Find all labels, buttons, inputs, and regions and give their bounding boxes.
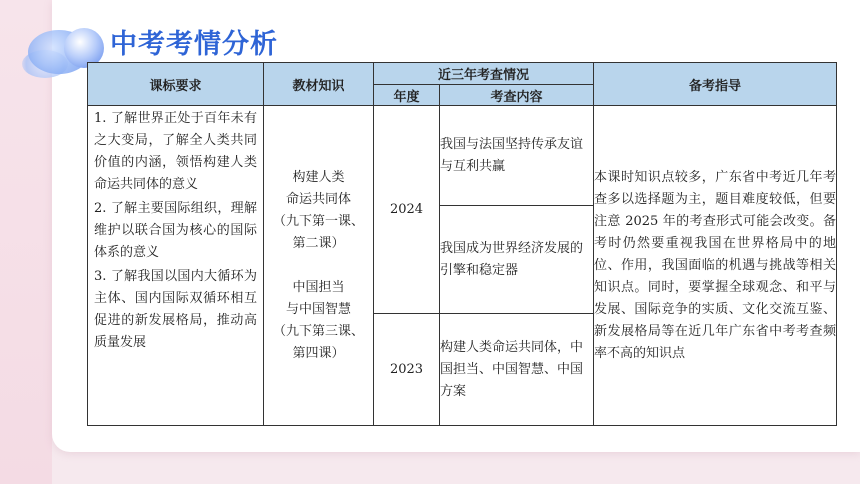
knowledge-line: 第二课）	[292, 235, 345, 251]
requirement-item: 2. 了解主要国际组织，理解维护以联合国为核心的国际体系的意义	[94, 201, 257, 260]
knowledge-cell	[264, 106, 374, 426]
header-guide: 备考指导	[594, 63, 837, 106]
exam-content: 构建人类命运共同体，中国担当、中国智慧、中国方案	[440, 314, 594, 426]
requirement-item: 3. 了解我国以国内大循环为主体、国内国际双循环相互促进的新发展格局，推动高质量发展	[94, 269, 257, 350]
knowledge-line: 中国担当	[292, 279, 345, 295]
exam-year: 2023	[374, 314, 440, 426]
requirement-item: 1. 了解世界正处于百年未有之大变局，了解全人类共同价值的内涵，领悟构建人类命运共同体的意义	[94, 111, 257, 192]
header-exam-group: 近三年考查情况	[374, 63, 594, 85]
exam-year: 2024	[374, 106, 440, 314]
exam-content: 我国成为世界经济发展的引擎和稳定器	[440, 206, 594, 314]
guide-cell: 本课时知识点较多，广东省中考近几年考查多以选择题为主，题目难度较低，但要注意 2025 年的考查形式可能会改变。备考时仍然要重视我国在世界格局中的地位、作用，我国面临的机遇与挑战等相关知识点。同时，要掌握全球观念、和平与发展、国际竞争的实质、文化交流互鉴、新发展格局等在近几年广东省中考考查频率不高的知识点	[594, 106, 837, 426]
exam-analysis-table	[87, 62, 837, 426]
knowledge-line: （九下第一课、	[272, 213, 364, 229]
header-requirements: 课标要求	[88, 63, 264, 106]
knowledge-line: 命运共同体	[285, 191, 351, 207]
knowledge-line: 构建人类	[292, 169, 345, 185]
header-year: 年度	[374, 85, 440, 106]
header-knowledge: 教材知识	[264, 63, 374, 106]
knowledge-line: 与中国智慧	[285, 301, 351, 317]
header-content: 考查内容	[440, 85, 594, 106]
knowledge-line: （九下第三课、	[272, 323, 364, 339]
knowledge-spacer	[264, 255, 373, 277]
knowledge-line: 第四课）	[292, 345, 345, 361]
exam-content: 我国与法国坚持传承友谊与互利共赢	[440, 106, 594, 206]
requirements-cell	[88, 106, 264, 426]
page-title: 中考考情分析	[110, 29, 278, 60]
